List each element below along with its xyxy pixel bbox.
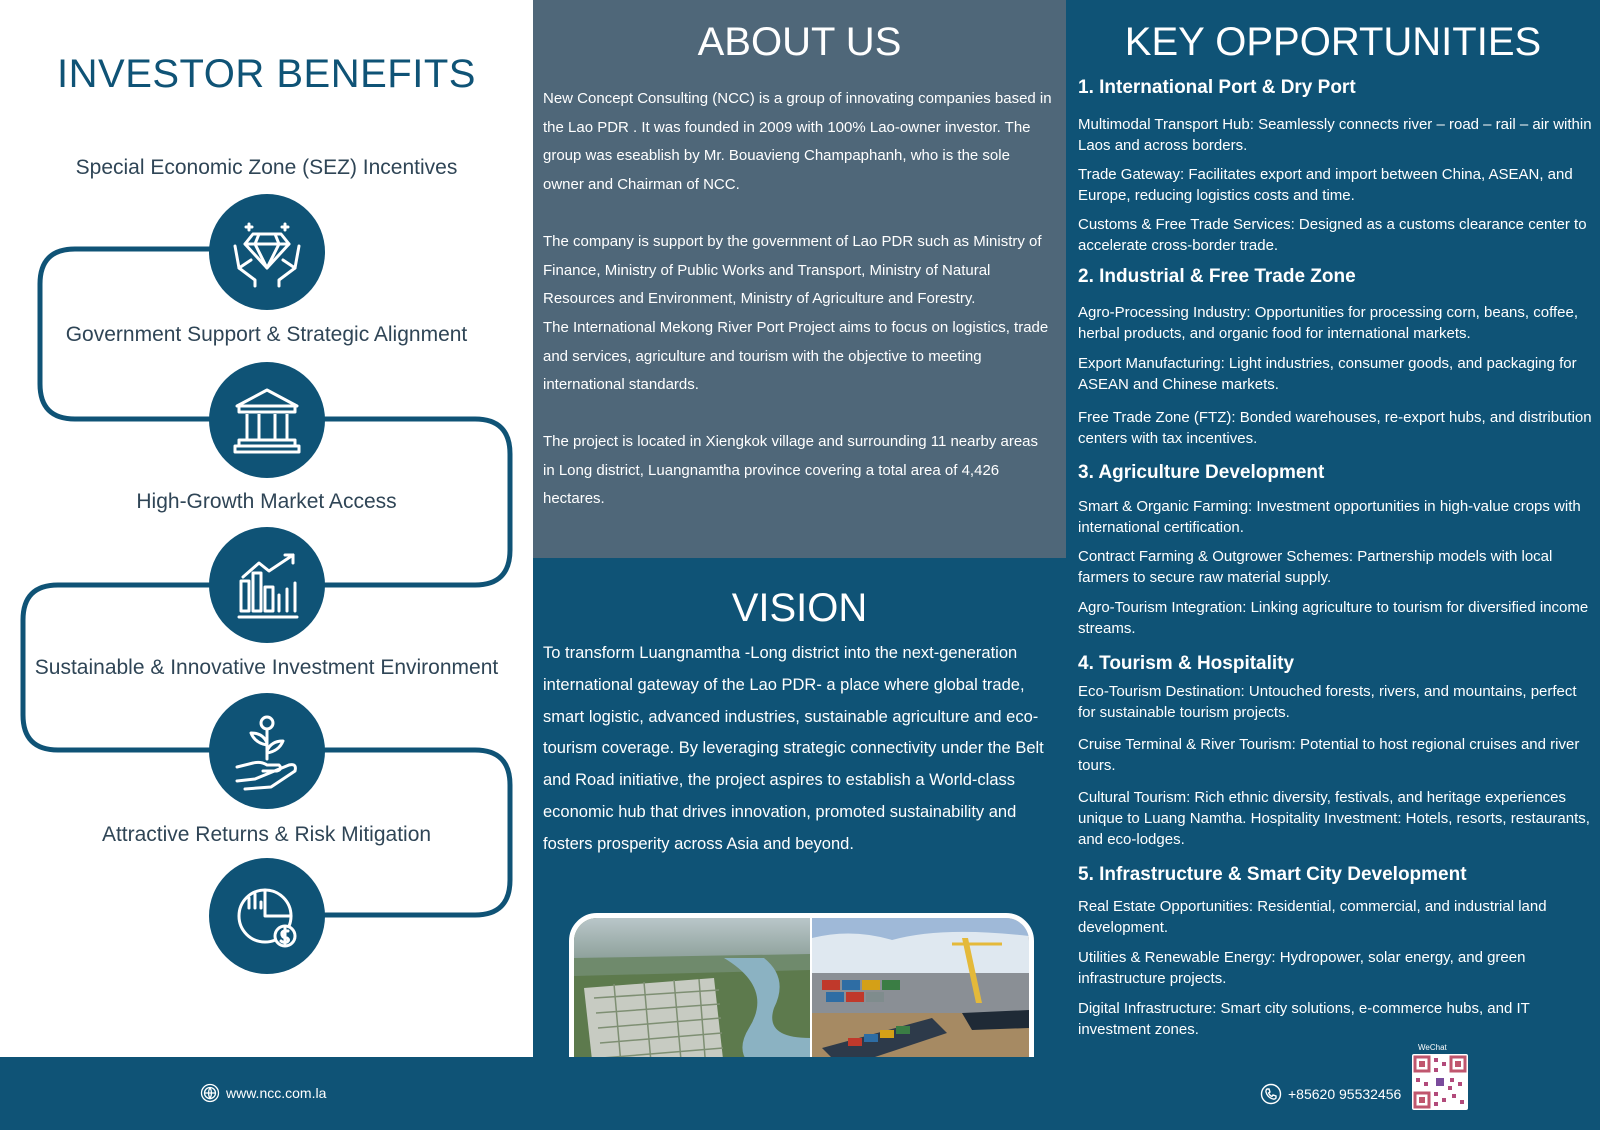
opportunity-item: Utilities & Renewable Energy: Hydropower, solar energy, and green infrastructure projects. bbox=[1078, 949, 1526, 987]
about-paragraph: The International Mekong River Port Project aims to focus on logistics, trade and services, agriculture and tourism with the objective to meeting international standards. bbox=[543, 319, 1049, 394]
phone-contact[interactable] bbox=[1260, 1083, 1401, 1105]
investor-benefits-panel bbox=[0, 0, 533, 1057]
opportunity-item: Cultural Tourism: Rich ethnic diversity, festivals, and heritage experiences unique to Luang Namtha. Hospitality Investment: Hotels, resorts, restaurants, and eco-lodges. bbox=[1078, 789, 1590, 848]
vision-title: VISION bbox=[731, 586, 868, 630]
wechat-label: WeChat bbox=[1418, 1043, 1447, 1052]
opportunity-item: Customs & Free Trade Services: Designed as a customs clearance center to accelerate cross-border trade. bbox=[1078, 216, 1587, 254]
phone-icon bbox=[1260, 1083, 1282, 1105]
opportunity-item: Digital Infrastructure: Smart city solutions, e-commerce hubs, and IT investment zones. bbox=[1078, 1000, 1530, 1038]
opportunity-section-title: 4. Tourism & Hospitality bbox=[1078, 653, 1295, 674]
key-opportunities-title: KEY OPPORTUNITIES bbox=[1124, 20, 1542, 64]
website-link[interactable] bbox=[200, 1083, 326, 1103]
globe-icon bbox=[200, 1083, 220, 1103]
key-opportunities-panel bbox=[1066, 0, 1600, 1130]
opportunity-item: Eco-Tourism Destination: Untouched forests, rivers, and mountains, perfect for sustainable tourism projects. bbox=[1078, 683, 1577, 721]
government-building-icon bbox=[209, 362, 325, 478]
returns-pie-chart-icon bbox=[209, 858, 325, 974]
vision-text: To transform Luangnamtha -Long district into the next-generation international gateway of the Lao PDR- a place where global trade, smart logistic, advanced industries, sustainable agriculture and eco-tourism coverage. By leveraging strategic connectivity under the Belt and Road initiative, the project aspires to establish a World-class economic hub that drives innovation, promoted sustainability and fosters prosperity across Asia and beyond. bbox=[543, 644, 1044, 853]
opportunity-section-title: 5. Infrastructure & Smart City Development bbox=[1078, 864, 1467, 885]
website-text: www.ncc.com.la bbox=[226, 1085, 327, 1101]
about-paragraph: New Concept Consulting (NCC) is a group of innovating companies based in the Lao PDR . It was founded in 2009 with 100% Lao-owner investor. The group was eseablish by Mr. Bouavieng Champaphanh, who is the sole owner and Chairman of NCC. bbox=[543, 90, 1052, 194]
opportunity-section-title: 1. International Port & Dry Port bbox=[1078, 77, 1356, 98]
wechat-qr-code[interactable] bbox=[1412, 1054, 1468, 1110]
benefit-label: High-Growth Market Access bbox=[136, 490, 397, 513]
investor-benefits-title: INVESTOR BENEFITS bbox=[57, 52, 476, 96]
plant-hand-icon bbox=[209, 693, 325, 809]
benefit-label: Sustainable & Innovative Investment Environment bbox=[34, 656, 499, 679]
opportunity-item: Multimodal Transport Hub: Seamlessly connects river – road – rail – air within Laos and across borders. bbox=[1078, 116, 1592, 154]
opportunity-item: Agro-Tourism Integration: Linking agriculture to tourism for diversified income streams. bbox=[1078, 599, 1589, 637]
benefit-label: Government Support & Strategic Alignment bbox=[65, 323, 468, 346]
opportunity-item: Smart & Organic Farming: Investment opportunities in high-value crops with international certification. bbox=[1078, 498, 1581, 536]
benefit-label: Attractive Returns & Risk Mitigation bbox=[101, 823, 432, 846]
opportunity-item: Cruise Terminal & River Tourism: Potential to host regional cruises and river tours. bbox=[1078, 736, 1580, 774]
opportunity-section-title: 3. Agriculture Development bbox=[1078, 462, 1325, 483]
about-us-title: ABOUT US bbox=[697, 20, 902, 64]
about-paragraph: The project is located in Xiengkok village and surrounding 11 nearby areas in Long district, Luangnamtha province covering a total area of 4,426 hectares. bbox=[543, 433, 1039, 508]
opportunity-item: Trade Gateway: Facilitates export and import between China, ASEAN, and Europe, reducing logistics costs and time. bbox=[1078, 166, 1573, 204]
about-paragraph: The company is support by the government of Lao PDR such as Ministry of Finance, Ministry of Public Works and Transport, Ministry of Natural Resources and Environment, Ministry of Agriculture and Forestry. bbox=[543, 233, 1042, 308]
opportunity-item: Real Estate Opportunities: Residential, commercial, and industrial land development. bbox=[1078, 898, 1547, 936]
opportunity-item: Contract Farming & Outgrower Schemes: Partnership models with local farmers to secure raw material supply. bbox=[1078, 548, 1553, 586]
opportunity-item: Agro-Processing Industry: Opportunities for processing corn, beans, coffee, herbal products, and organic food for international markets. bbox=[1078, 304, 1578, 342]
growth-chart-icon bbox=[209, 527, 325, 643]
diamond-hands-icon bbox=[209, 194, 325, 310]
opportunity-section-title: 2. Industrial & Free Trade Zone bbox=[1078, 266, 1356, 287]
opportunity-item: Free Trade Zone (FTZ): Bonded warehouses, re-export hubs, and distribution centers with tax incentives. bbox=[1078, 409, 1592, 447]
about-us-panel bbox=[533, 0, 1066, 558]
benefit-label: Special Economic Zone (SEZ) Incentives bbox=[75, 156, 458, 179]
opportunity-item: Export Manufacturing: Light industries, consumer goods, and packaging for ASEAN and Chinese markets. bbox=[1078, 355, 1577, 393]
phone-text: +85620 95532456 bbox=[1288, 1086, 1402, 1102]
footer-bar bbox=[0, 1057, 1066, 1130]
